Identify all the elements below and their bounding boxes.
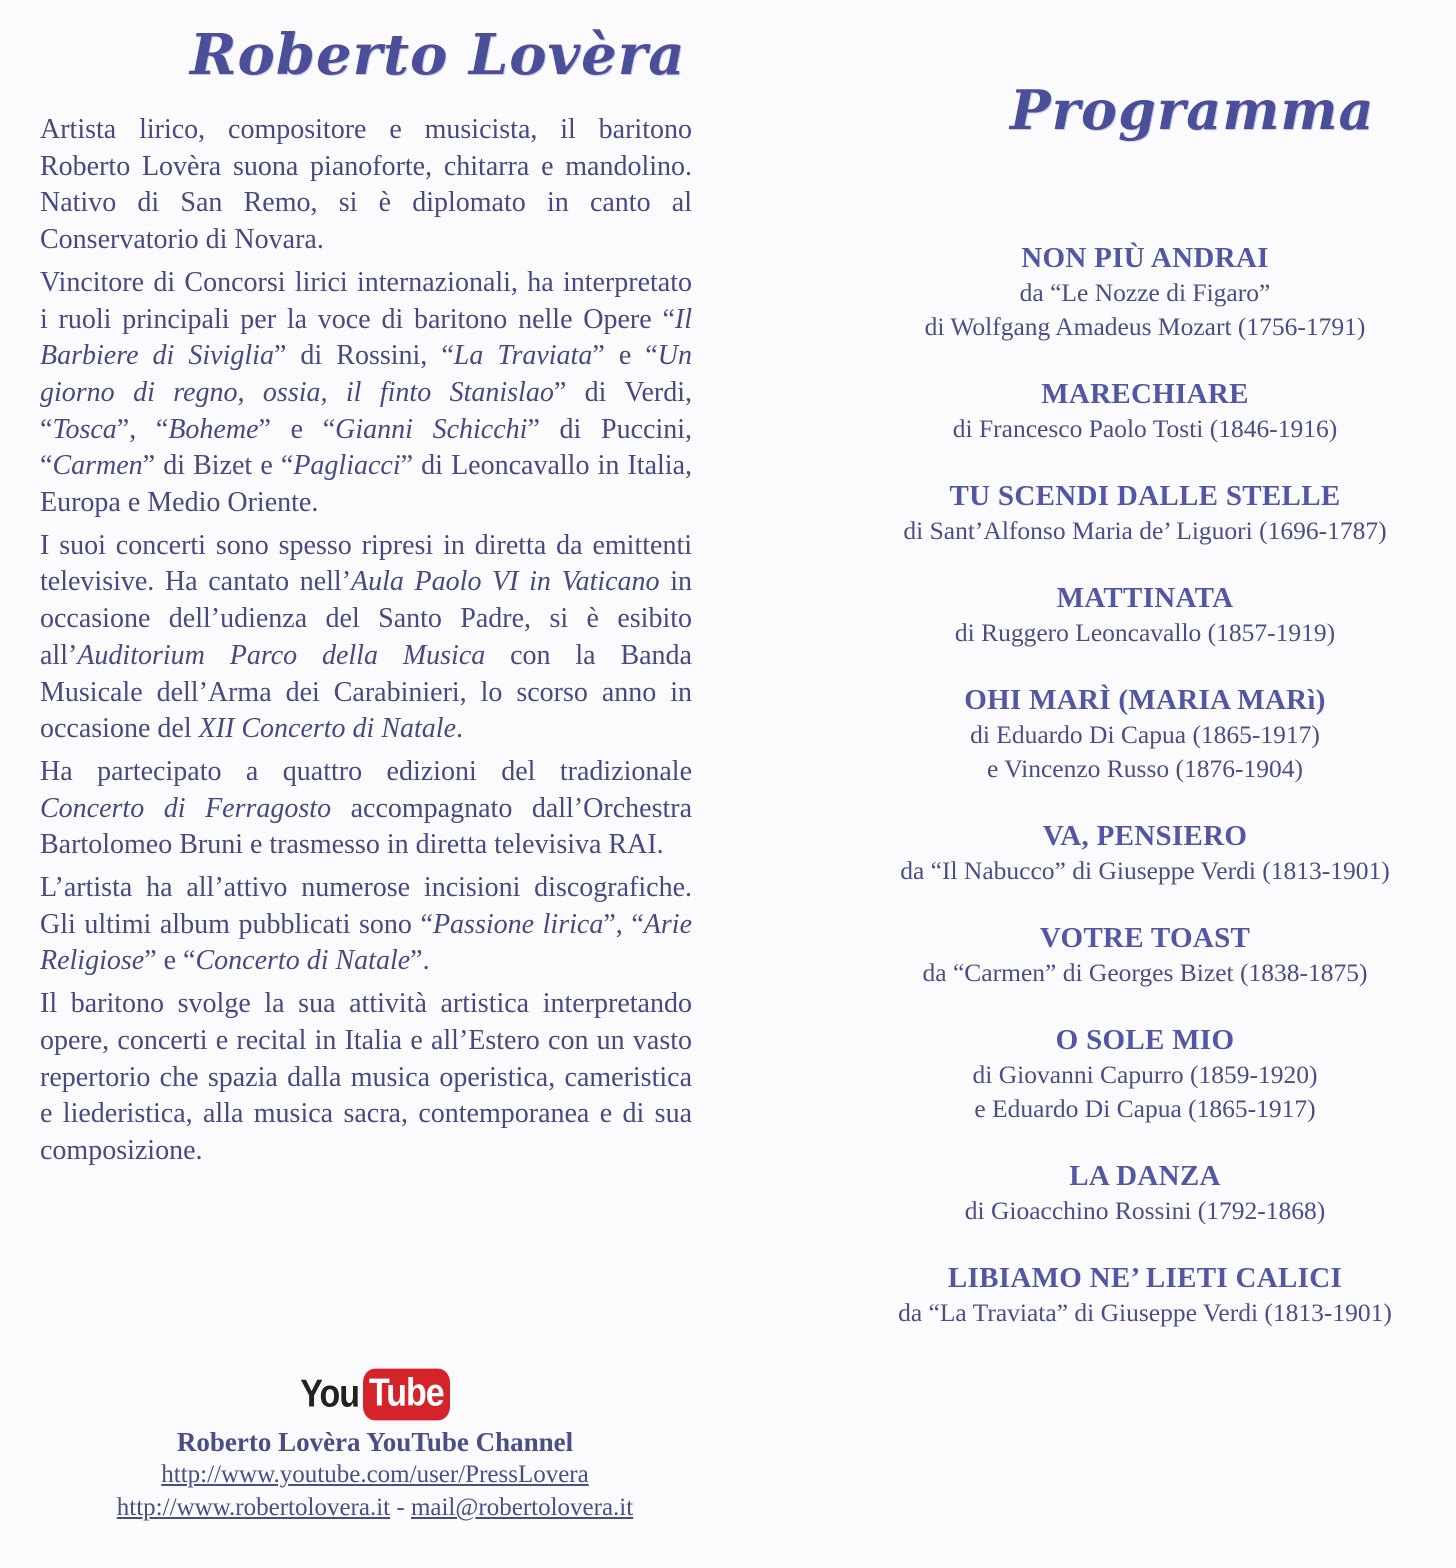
- youtube-logo-you: You: [300, 1372, 359, 1416]
- program-item-credit: da “Carmen” di Georges Bizet (1838-1875): [922, 958, 1368, 987]
- bio-text: I suoi concerti sono spesso ripresi in diretta da emittenti televisive. Ha cantato nell’: [40, 529, 692, 598]
- bio-paragraph: [40, 986, 692, 1170]
- bio-paragraph: [40, 754, 692, 864]
- bio-text: ” di Leoncavallo in Italia, Europa e Medio Oriente.: [40, 450, 692, 519]
- bio-text: .: [456, 713, 463, 745]
- youtube-logo-icon[interactable]: [300, 1369, 449, 1421]
- bio-italic-title: XII Concerto di Natale: [198, 713, 456, 745]
- program-item-title: TU SCENDI DALLE STELLE: [949, 480, 1341, 512]
- bio-text: ” di Puccini, “: [40, 413, 693, 482]
- program-item-credit: da “Le Nozze di Figaro”: [1019, 278, 1271, 307]
- bio-italic-title: Tosca: [52, 413, 117, 445]
- program-item-credit: di Sant’Alfonso Maria de’ Liguori (1696-1787): [903, 516, 1387, 545]
- bio-paragraph: [40, 112, 692, 259]
- program-item: [855, 1260, 1435, 1330]
- bio-italic-title: Concerto di Natale: [195, 945, 411, 977]
- website-link[interactable]: http://www.robertolovera.it: [116, 1494, 391, 1521]
- program-item-credit: da “La Traviata” di Giuseppe Verdi (1813-1901): [898, 1298, 1392, 1327]
- bio-paragraph: [40, 265, 692, 522]
- youtube-url-line: [40, 1458, 710, 1491]
- bio-text: Il baritono svolge la sua attività artistica interpretando opere, concerti e recital in Italia e all’Estero con un vasto repertorio che spazia dalla musica operistica, cameristica e liederistica, alla musica sacra, contemporanea e di sua composizione.: [40, 988, 692, 1166]
- youtube-channel-link[interactable]: http://www.youtube.com/user/PressLovera: [161, 1461, 589, 1488]
- bio-italic-title: Boheme: [168, 413, 259, 445]
- program-item-credit: e Eduardo Di Capua (1865-1917): [974, 1094, 1316, 1123]
- youtube-channel-label: Roberto Lovèra YouTube Channel: [176, 1427, 574, 1457]
- bio-italic-title: Il Barbiere di Siviglia: [40, 303, 692, 372]
- bio-italic-title: Auditorium Parco della Musica: [77, 639, 486, 671]
- youtube-section: [40, 1372, 710, 1524]
- bio-text: ” di Bizet e “: [142, 450, 294, 482]
- bio-text: ” e “: [144, 945, 196, 977]
- program-list: [855, 240, 1435, 1362]
- bio-text: accompagnato dall’Orchestra Bartolomeo Bruni e trasmesso in diretta televisiva RAI.: [40, 792, 692, 861]
- contact-line: [40, 1491, 710, 1524]
- program-item-credit: da “Il Nabucco” di Giuseppe Verdi (1813-1901): [900, 856, 1390, 885]
- bio-text: L’artista ha all’attivo numerose incisioni discografiche. Gli ultimi album pubblicati sono “: [40, 872, 692, 940]
- program-item-credit: di Giovanni Capurro (1859-1920): [972, 1060, 1318, 1089]
- program-item: [855, 1158, 1435, 1228]
- program-item-title: LA DANZA: [1069, 1160, 1221, 1192]
- program-item-credit: di Ruggero Leoncavallo (1857-1919): [954, 618, 1336, 647]
- bio-italic-title: Carmen: [52, 450, 143, 482]
- bio-text: Artista lirico, compositore e musicista, il baritono Roberto Lovèra suona pianoforte, chitarra e mandolino. Nativo di San Remo, si è diplomato in canto al Conservatorio di Novara.: [40, 114, 692, 256]
- bio-text: ”, “: [603, 908, 644, 940]
- bio-paragraph: [40, 870, 692, 980]
- bio-paragraph: [40, 528, 692, 748]
- bio-text: Ha partecipato a quattro edizioni del tradizionale: [40, 755, 692, 787]
- program-item: [855, 682, 1435, 786]
- program-item: [855, 376, 1435, 446]
- bio-italic-title: Un giorno di regno, ossia, il finto Stanislao: [40, 340, 692, 408]
- bio-text: ” e “: [258, 413, 336, 445]
- program-item: [855, 1022, 1435, 1126]
- program-title: Programma: [1010, 78, 1375, 142]
- program-item-credit: di Wolfgang Amadeus Mozart (1756-1791): [924, 312, 1366, 341]
- link-separator: -: [390, 1494, 411, 1521]
- biography-title: Roberto Lovèra: [190, 22, 686, 88]
- bio-italic-title: Arie Religiose: [40, 908, 693, 977]
- program-item-credit: e Vincenzo Russo (1876-1904): [987, 754, 1303, 783]
- bio-text: in occasione dell’udienza del Santo Padre, si è esibito all’: [40, 566, 692, 671]
- bio-italic-title: Passione lirica: [432, 908, 604, 940]
- youtube-logo-tube: Tube: [363, 1369, 450, 1421]
- bio-text: ”.: [410, 945, 430, 977]
- bio-italic-title: Concerto di Ferragosto: [40, 792, 332, 824]
- program-item: [855, 818, 1435, 888]
- program-item-credit: di Eduardo Di Capua (1865-1917): [970, 720, 1320, 749]
- program-item-credit: di Francesco Paolo Tosti (1846-1916): [952, 414, 1338, 443]
- program-item: [855, 478, 1435, 548]
- program-item: [855, 920, 1435, 990]
- bio-italic-title: Gianni Schicchi: [335, 413, 528, 445]
- program-item-title: NON PIÙ ANDRAI: [1021, 242, 1269, 274]
- program-item-title: O SOLE MIO: [1055, 1024, 1235, 1056]
- program-item-title: LIBIAMO NE’ LIETI CALICI: [947, 1262, 1343, 1294]
- bio-text: con la Banda Musicale dell’Arma dei Carabinieri, lo scorso anno in occasione del: [40, 639, 692, 745]
- program-item-title: OHI MARÌ (MARIA MARì): [964, 684, 1326, 716]
- biography-text: [40, 112, 692, 1176]
- email-link[interactable]: mail@robertolovera.it: [410, 1494, 634, 1521]
- bio-text: ” di Verdi, “: [40, 376, 692, 445]
- bio-italic-title: Aula Paolo VI in Vaticano: [351, 566, 660, 598]
- bio-italic-title: Pagliacci: [293, 450, 401, 482]
- bio-text: ” di Rossini, “: [273, 340, 454, 372]
- bio-italic-title: La Traviata: [453, 340, 593, 372]
- program-item-title: MATTINATA: [1056, 582, 1234, 614]
- program-item-credit: di Gioacchino Rossini (1792-1868): [964, 1196, 1326, 1225]
- program-item: [855, 580, 1435, 650]
- bio-text: ”, “: [116, 413, 169, 445]
- program-item-title: VA, PENSIERO: [1042, 820, 1248, 852]
- bio-text: Vincitore di Concorsi lirici internazionali, ha interpretato i ruoli principali per la voce di baritono nelle Opere “: [40, 266, 692, 335]
- program-item: [855, 240, 1435, 344]
- program-item-title: MARECHIARE: [1041, 378, 1249, 410]
- bio-text: ” e “: [592, 340, 658, 372]
- program-item-title: VOTRE TOAST: [1039, 922, 1251, 954]
